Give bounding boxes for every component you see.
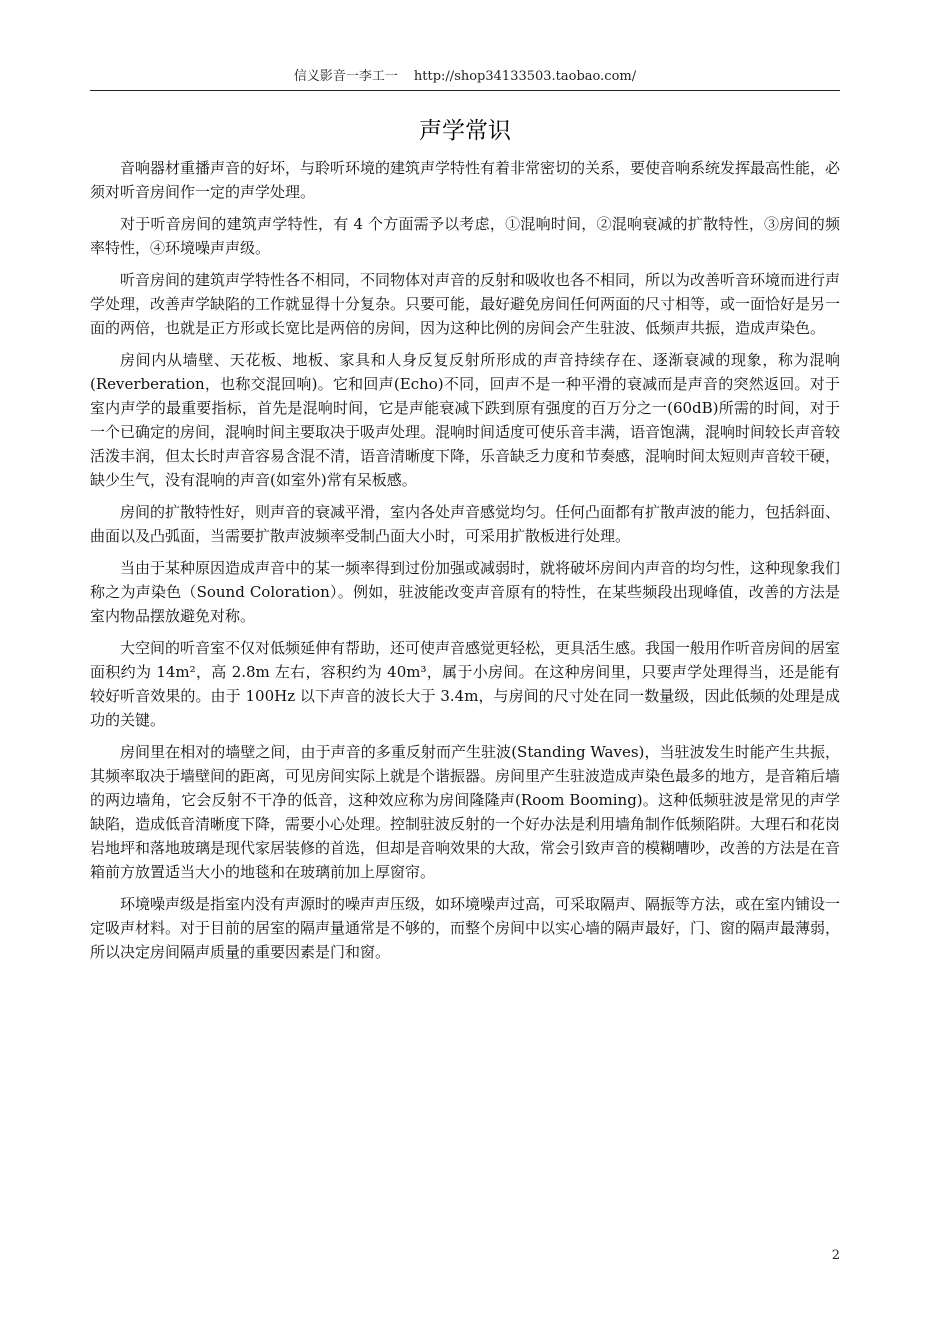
- document-body: [90, 156, 840, 972]
- page-header: [90, 64, 840, 91]
- paragraph-standing-waves: 房间里在相对的墙壁之间，由于声音的多重反射而产生驻波(Standing Waves)，当驻波发生时能产生共振，其频率取决于墙壁间的距离，可见房间实际上就是个谐振器。房间里产生驻波造成声染色最多的地方，是音箱后墙的两边墙角，它会反射不干净的低音，这种效应称为房间隆隆声(Room Booming)。这种低频驻波是常见的声学缺陷，造成低音清晰度下降，需要小心处理。控制驻波反射的一个好办法是利用墙角制作低频陷阱。大理石和花岗岩地坪和落地玻璃是现代家居装修的首选，但却是音响效果的大敌，常会引致声音的模糊嘈吵，改善的方法是在音箱前方放置适当大小的地毯和在玻璃前加上厚窗帘。: [90, 743, 841, 881]
- page-number: 2: [831, 1248, 840, 1263]
- document-title: 声学常识: [419, 118, 511, 144]
- paragraph-intro: 音响器材重播声音的好坏，与聆听环境的建筑声学特性有着非常密切的关系，要使音响系统发挥最高性能，必须对听音房间作一定的声学处理。: [90, 159, 841, 201]
- header-url: http://shop34133503.taobao.com/: [413, 69, 637, 84]
- paragraph-sound-coloration: 当由于某种原因造成声音中的某一频率得到过份加强或减弱时，就将破坏房间内声音的均匀性，这种现象我们称之为声染色（Sound Coloration）。例如，驻波能改变声音原有的特性，在某些频段出现峰值，改善的方法是室内物品摆放避免对称。: [90, 559, 841, 625]
- paragraph-room-size: 大空间的听音室不仅对低频延伸有帮助，还可使声音感觉更轻松，更具活生感。我国一般用作听音房间的居室面积约为 14m²，高 2.8m 左右，容积约为 40m³，属于小房间。在这种房间里，只要声学处理得当，还是能有较好听音效果的。由于 100Hz 以下声音的波长大于 3.4m，与房间的尺寸处在同一数量级，因此低频的处理是成功的关键。: [90, 639, 841, 729]
- paragraph-four-factors: 对于听音房间的建筑声学特性，有 4 个方面需予以考虑，①混响时间，②混响衰减的扩散特性，③房间的频率特性，④环境噪声声级。: [90, 215, 840, 257]
- paragraph-reverberation: 房间内从墙壁、天花板、地板、家具和人身反复反射所形成的声音持续存在、逐渐衰减的现象，称为混响(Reverberation，也称交混回响)。它和回声(Echo)不同，回声不是一种平滑的衰减而是声音的突然返回。对于室内声学的最重要指标，首先是混响时间，它是声能衰减下跌到原有强度的百万分之一(60dB)所需的时间，对于一个已确定的房间，混响时间主要取决于吸声处理。混响时间适度可使乐音丰满，语音饱满，混响时间较长声音较活泼丰润，但太长时声音容易含混不清，语音清晰度下降，乐音缺乏力度和节奏感，混响时间太短则声音较干硬，缺少生气，没有混响的声音(如室外)常有呆板感。: [90, 351, 841, 489]
- header-shop-name: 信义影音一李工一: [293, 69, 398, 84]
- paragraph-ambient-noise: 环境噪声级是指室内没有声源时的噪声声压级，如环境噪声过高，可采取隔声、隔振等方法，或在室内铺设一定吸声材料。对于目前的居室的隔声量通常是不够的，而整个房间中以实心墙的隔声最好，门、窗的隔声最薄弱，所以决定房间隔声质量的重要因素是门和窗。: [90, 895, 841, 961]
- paragraph-room-proportions: 听音房间的建筑声学特性各不相同，不同物体对声音的反射和吸收也各不相同，所以为改善听音环境而进行声学处理，改善声学缺陷的工作就显得十分复杂。只要可能，最好避免房间任何两面的尺寸相等，或一面恰好是另一面的两倍，也就是正方形或长宽比是两倍的房间，因为这种比例的房间会产生驻波、低频声共振，造成声染色。: [90, 271, 841, 337]
- paragraph-diffusion: 房间的扩散特性好，则声音的衰减平滑，室内各处声音感觉均匀。任何凸面都有扩散声波的能力，包括斜面、曲面以及凸弧面，当需要扩散声波频率受制凸面大小时，可采用扩散板进行处理。: [90, 503, 841, 545]
